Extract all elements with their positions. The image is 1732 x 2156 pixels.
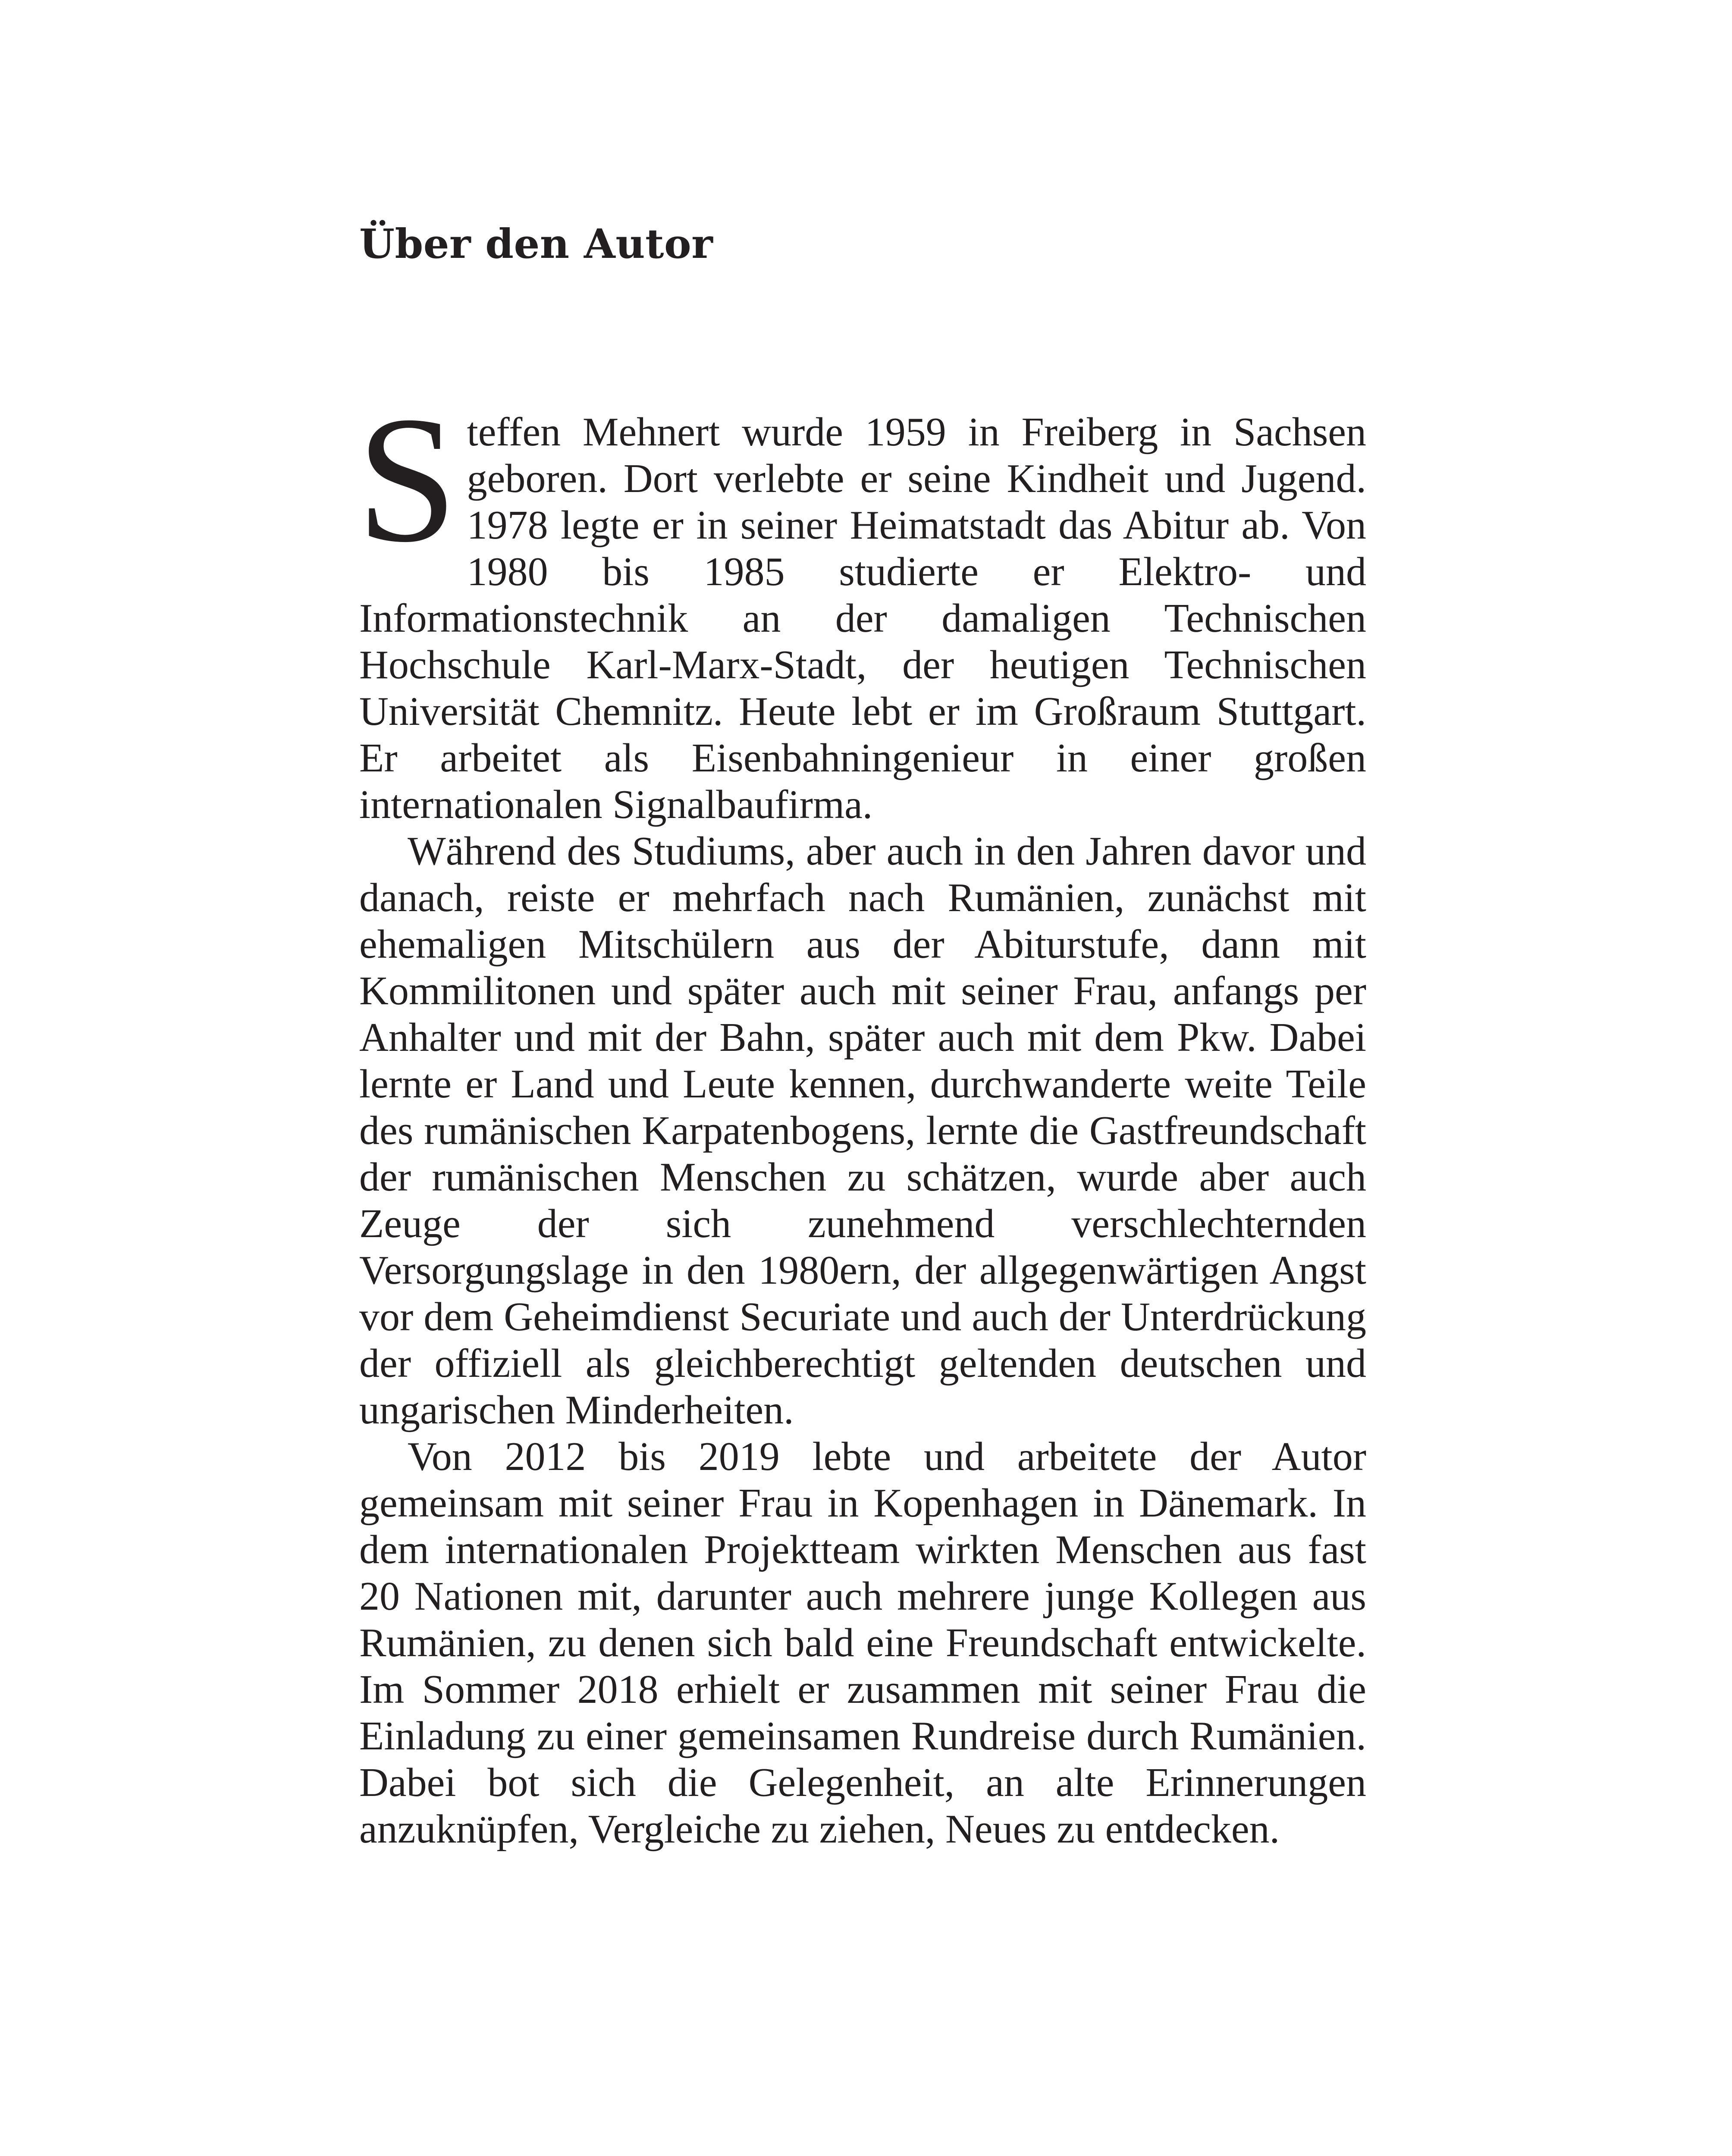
drop-cap-initial: S xyxy=(357,379,458,580)
page-title: Über den Autor xyxy=(359,220,713,268)
paragraph-2: Während des Studiums, aber auch in den Jahren davor und danach, reiste er mehrfach nach Rumänien, zunächst mit ehemaligen Mitschülern aus der Abiturstufe, dann mit Kommilitonen und später auch mit seiner Frau, anfangs per Anhalter und mit der Bahn, später auch mit dem Pkw. Dabei lernte er Land und Leute kennen, durchwanderte weite Teile des rumänischen Karpatenbogens, lernte die Gastfreundschaft der rumänischen Menschen zu schätzen, wurde aber auch Zeuge der sich zunehmend verschlechternden Versorgungslage in den 1980ern, der allgegenwärtigen Angst vor dem Geheimdienst Securiate und auch der Unterdrückung der offiziell als gleichberechtigt geltenden deutschen und ungarischen Minderheiten. xyxy=(359,829,1366,1432)
paragraph-3: Von 2012 bis 2019 lebte und arbeitete der Autor gemeinsam mit seiner Frau in Kopenhagen in Dänemark. In dem internationalen Projektteam wirkten Menschen aus fast 20 Nationen mit, darunter auch mehrere junge Kollegen aus Rumänien, zu denen sich bald eine Freundschaft entwickelte. Im Sommer 2018 erhielt er zusammen mit seiner Frau die Einladung zu einer gemeinsamen Rundreise durch Rumänien. Dabei bot sich die Gelegenheit, an alte Erinnerungen anzuknüpfen, Vergleiche zu ziehen, Neues zu entdecken. xyxy=(359,1434,1366,1852)
author-biography xyxy=(357,379,1366,1852)
paragraph-1 xyxy=(357,379,1366,828)
paragraph-1-text: teffen Mehnert wurde 1959 in Freiberg in Sachsen geboren. Dort verlebte er seine Kindheit und Jugend. 1978 legte er in seiner Heimatstadt das Abitur ab. Von 1980 bis 1985 studierte er Elektro- und Informationstechnik an der damaligen Technischen Hochschule Karl-Marx-Stadt, der heutigen Technischen Universität Chemnitz. Heute lebt er im Großraum Stuttgart. Er arbeitet als Eisenbahningenieur in einer großen internationalen Signalbaufirma. xyxy=(359,410,1366,827)
